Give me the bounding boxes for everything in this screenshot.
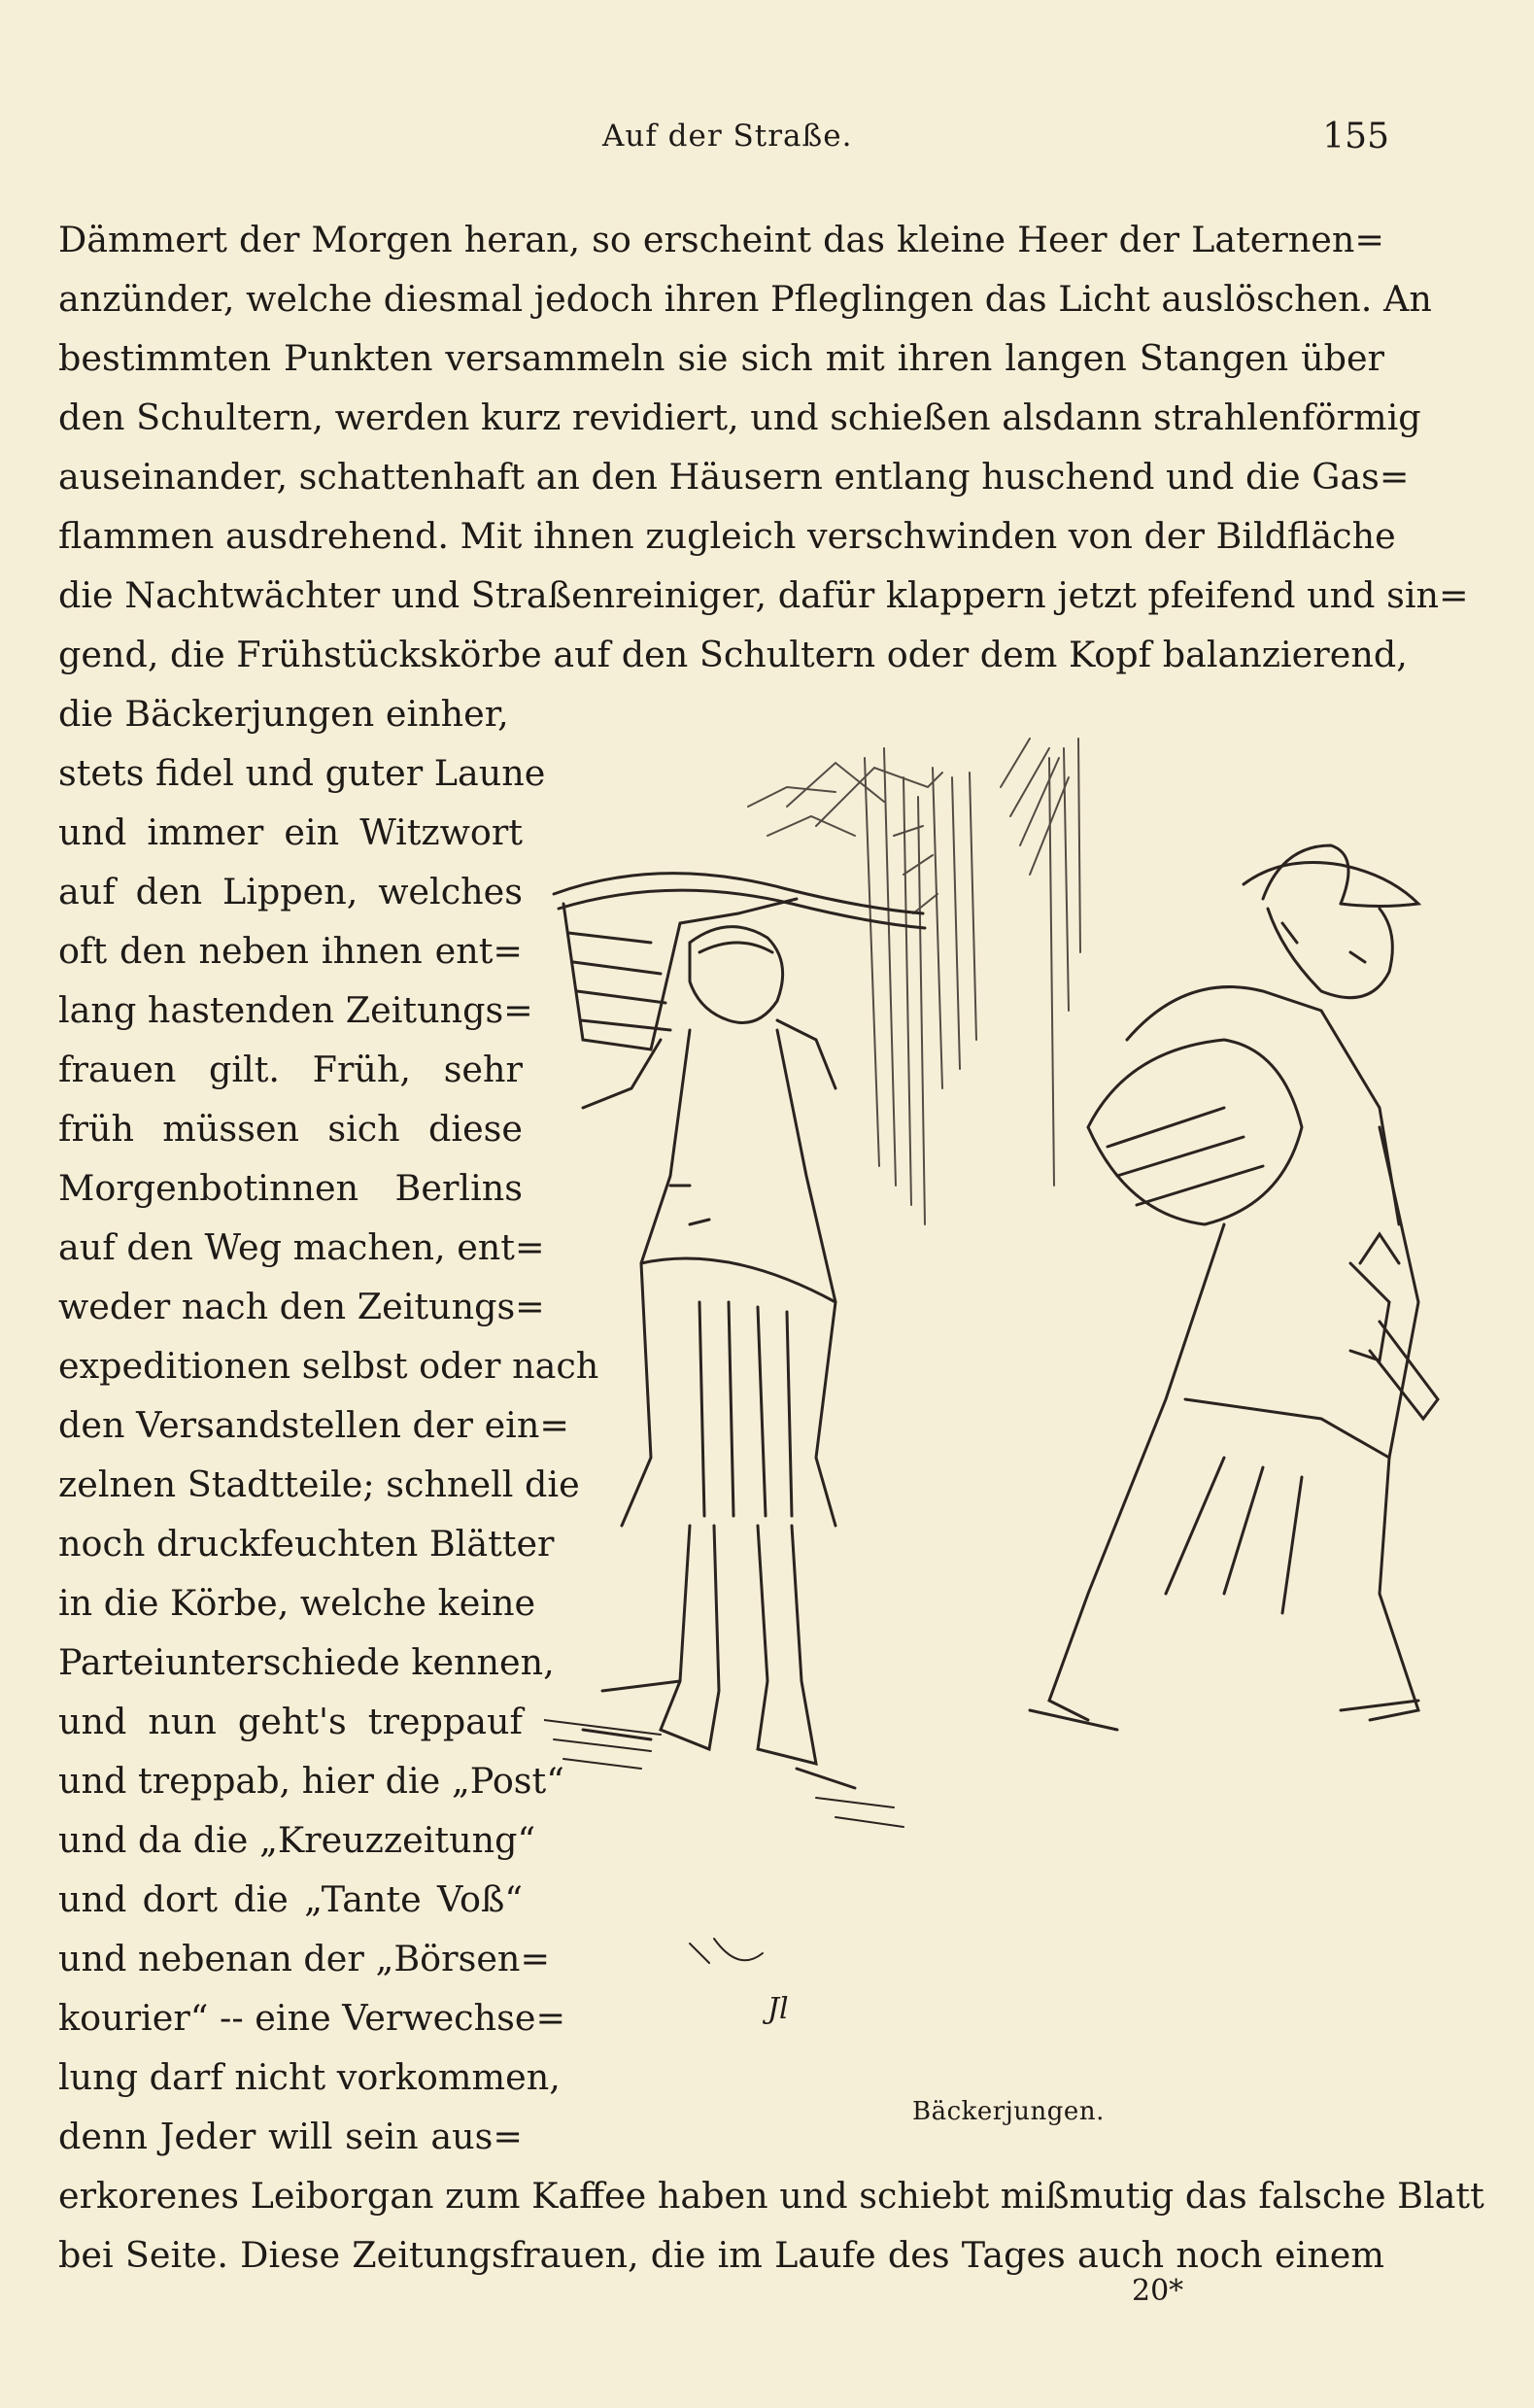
text-line: anzünder, welche diesmal jedoch ihren Pfleglingen das Licht auslöschen. An xyxy=(58,278,1432,320)
engraving-drawing xyxy=(544,719,1449,2070)
text-line: zelnen Stadtteile; schnell die xyxy=(58,1463,580,1505)
text-line: Dämmert der Morgen heran, so erscheint das kleine Heer der Laternen= xyxy=(58,219,1384,260)
text-line: den Versandstellen der ein= xyxy=(58,1404,569,1446)
text-line: Parteiunterschiede kennen, xyxy=(58,1641,555,1683)
text-line: flammen ausdrehend. Mit ihnen zugleich verschwinden von der Bildfläche xyxy=(58,515,1396,557)
page-header xyxy=(58,119,1389,165)
text-line: frauen gilt. Früh, sehr xyxy=(58,1049,523,1090)
text-line: stets fidel und guter Laune xyxy=(58,752,546,794)
text-line: lang hastenden Zeitungs= xyxy=(58,989,533,1031)
text-line: auf den Lippen, welches xyxy=(58,871,523,912)
page-number: 155 xyxy=(1322,117,1389,156)
text-line: und nebenan der „Börsen= xyxy=(58,1938,551,1979)
text-line: und da die „Kreuzzeitung“ xyxy=(58,1819,536,1861)
background-hatching xyxy=(748,739,1080,1224)
text-line: die Bäckerjungen einher, xyxy=(58,693,509,735)
text-line: expeditionen selbst oder nach xyxy=(58,1345,599,1387)
text-line: und treppab, hier die „Post“ xyxy=(58,1760,564,1802)
left-boy-figure xyxy=(583,927,855,1788)
text-line: und dort die „Tante Voß“ xyxy=(58,1878,523,1920)
text-line: bei Seite. Diese Zeitungsfrauen, die im Laufe des Tages auch noch einem xyxy=(58,2234,1384,2276)
artist-signature: Jl xyxy=(767,1992,789,2026)
illustration-baker-boys xyxy=(544,719,1449,2070)
figure-caption: Bäckerjungen. xyxy=(912,2097,1105,2126)
text-line: früh müssen sich diese xyxy=(58,1108,523,1150)
text-line: denn Jeder will sein aus= xyxy=(58,2116,523,2157)
text-line: bestimmten Punkten versammeln sie sich mit ihren langen Stangen über xyxy=(58,337,1384,379)
text-line: weder nach den Zeitungs= xyxy=(58,1286,545,1327)
ground-hatching xyxy=(544,1720,903,1827)
text-line: lung darf nicht vorkommen, xyxy=(58,2056,561,2098)
text-line: auf den Weg machen, ent= xyxy=(58,1226,545,1268)
text-line: noch druckfeuchten Blätter xyxy=(58,1523,555,1565)
text-line: die Nachtwächter und Straßenreiniger, dafür klappern jetzt pfeifend und sin= xyxy=(58,574,1469,616)
text-line: kourier“ -- eine Verwechse= xyxy=(58,1997,566,2039)
monogram-mark xyxy=(690,1939,763,1963)
text-line: auseinander, schattenhaft an den Häusern entlang huschend und die Gas= xyxy=(58,456,1410,498)
text-line: den Schultern, werden kurz revidiert, und schießen alsdann strahlenförmig xyxy=(58,396,1421,438)
text-line: und nun geht's treppauf xyxy=(58,1701,523,1742)
text-line: erkorenes Leiborgan zum Kaffee haben und schiebt mißmutig das falsche Blatt xyxy=(58,2175,1484,2217)
right-boy-figure xyxy=(1030,845,1438,1730)
text-line: gend, die Frühstückskörbe auf den Schultern oder dem Kopf balanzierend, xyxy=(58,634,1408,675)
text-line: und immer ein Witzwort xyxy=(58,811,523,853)
text-line: oft den neben ihnen ent= xyxy=(58,930,523,972)
running-title: Auf der Straße. xyxy=(602,119,853,154)
text-line: in die Körbe, welche keine xyxy=(58,1582,536,1624)
sheet-signature-mark: 20* xyxy=(1132,2274,1184,2308)
text-line: Morgenbotinnen Berlins xyxy=(58,1167,523,1209)
